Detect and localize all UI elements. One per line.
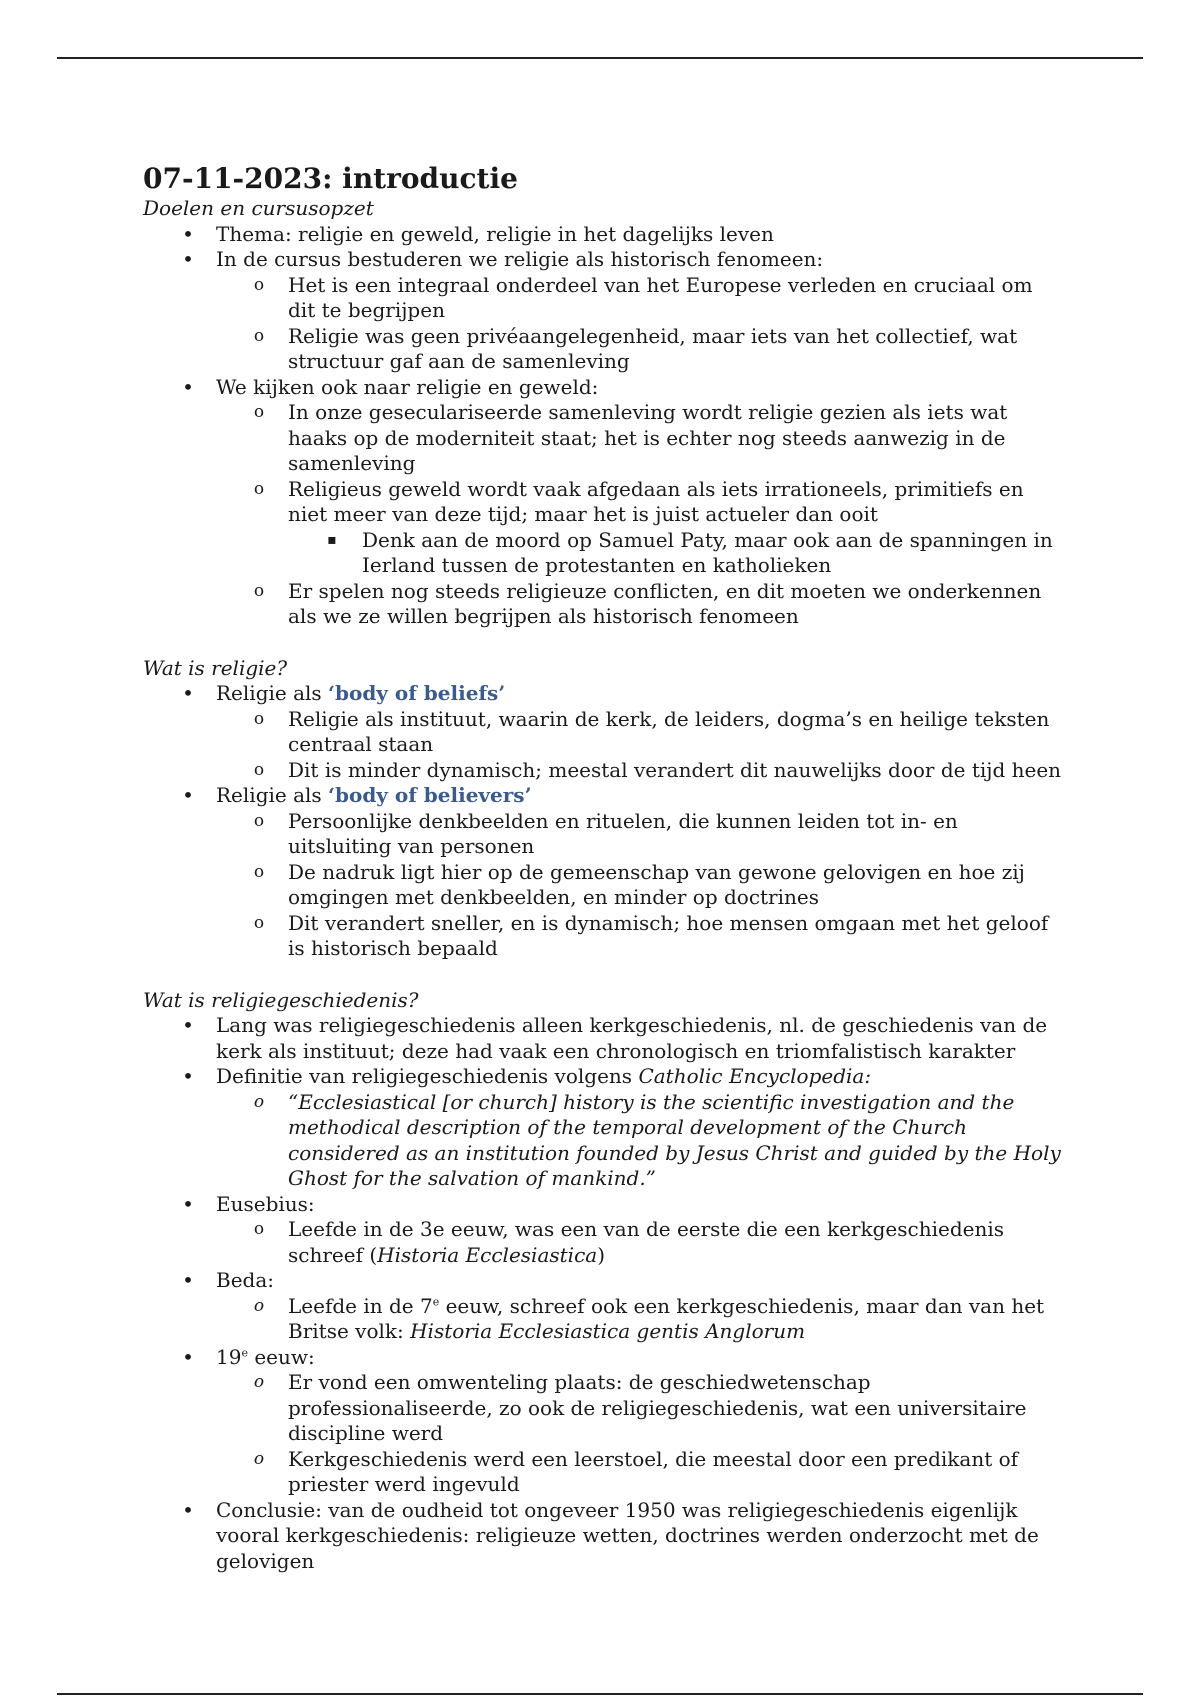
- list-item: o Het is een integraal onderdeel van het Europese verleden en cruciaal om dit te begrijpen: [253, 272, 1033, 322]
- bullet-icon: •: [182, 374, 194, 399]
- list-item: o Dit verandert sneller, en is dynamisch; hoe mensen omgaan met het geloof is historisch bepaald: [253, 910, 1049, 960]
- bullet-icon: •: [182, 247, 194, 271]
- list-item: o Religie was geen privéaangelegenheid, maar iets van het collectief, wat structuur gaf aan de samenleving: [253, 323, 1018, 373]
- list-item: o Religie als instituut, waarin de kerk, de leiders, dogma’s en heilige teksten centraal staan: [253, 706, 1050, 756]
- section-heading-geschiedenis: Wat is religiegeschiedenis?: [143, 987, 419, 1012]
- bullet-icon: •: [182, 1497, 194, 1522]
- circle-bullet-icon: o: [253, 478, 265, 499]
- quote: “Ecclesiastical [or church] history is the scientific investigation and the methodical description of the temporal development of the Church considered as an institution founded by Jesus Christ and guided by the Holy Ghost for the salvation of mankind.”: [288, 1089, 1061, 1190]
- bullet-icon: •: [182, 1268, 194, 1292]
- circle-bullet-icon: o: [253, 1448, 265, 1469]
- bullet-icon: •: [182, 221, 194, 246]
- list-item: o Religieus geweld wordt vaak afgedaan als iets irrationeels, primitiefs en niet meer van deze tijd; maar het is juist actueler dan ooit ▪ Denk aan de moord op Samuel Paty, maar ook aan de spanningen in Ierland tussen de protestanten en katholieken: [216, 477, 1063, 579]
- circle-bullet-icon: o: [253, 1372, 265, 1392]
- top-rule: [57, 57, 1143, 59]
- list-item: o Leefde in de 3e eeuw, was een van de eerste die een kerkgeschiedenis schreef (Historia Ecclesiastica): [253, 1217, 1005, 1267]
- term-body-of-beliefs: ‘body of beliefs’: [328, 681, 506, 705]
- circle-bullet-icon: o: [253, 1091, 265, 1112]
- circle-bullet-icon: o: [253, 274, 265, 295]
- bullet-icon: •: [182, 1191, 194, 1216]
- list-item: • 19e eeuw: o Er vond een omwenteling plaats: de geschiedwetenschap professionaliseerde, zo ook de religiegeschiedenis, wat een universitaire discipline werd o Kerkgeschiedenis werd een leerstoel, die meestal door een predikant of priester werd ingevuld: [143, 1345, 1063, 1498]
- list-item: • Religie als ‘body of believers’ o Persoonlijke denkbeelden en rituelen, die kunnen leiden tot in- en uitsluiting van personen o De nadruk ligt hier op de gemeenschap van gewone gelovigen en hoe zij omgingen met denkbeelden, en minder op doctrines o Dit verandert sneller, en is dynamisch; hoe mensen omgaan met het geloof is historisch bepaald: [143, 783, 1063, 962]
- section-heading-religie: Wat is religie?: [143, 655, 288, 680]
- list-item: • Definitie van religiegeschiedenis volgens Catholic Encyclopedia: o “Ecclesiastical [or church] history is the scientific investigation and the methodical description of the temporal development of the Church considered as an institution founded by Jesus Christ and guided by the Holy Ghost for the salvation of mankind.”: [143, 1064, 1063, 1192]
- list-item: o De nadruk ligt hier op de gemeenschap van gewone gelovigen en hoe zij omgingen met denkbeelden, en minder op doctrines: [253, 859, 1025, 909]
- bottom-rule: [57, 1693, 1143, 1695]
- circle-bullet-icon: o: [253, 325, 265, 346]
- list-item: o Leefde in de 7e eeuw, schreef ook een kerkgeschiedenis, maar dan van het Britse volk: Historia Ecclesiastica gentis Anglorum: [253, 1293, 1045, 1343]
- list-item: • We kijken ook naar religie en geweld: o In onze geseculariseerde samenleving wordt religie gezien als iets wat haaks op de moderniteit staat; het is echter nog steeds aanwezig in de samenleving o Religieus geweld wordt vaak afgedaan als iets irrationeels, primitiefs en niet meer van deze tijd; maar het is juist actueler dan ooit ▪ Denk aan de moord op Samuel Paty, maar ook aan de spanningen in Ierland tussen de protestanten en katholieken o Er spelen nog steeds religieuze conflicten, en dit moeten we onderkennen als we ze willen begrijpen als historisch fenomeen: [143, 375, 1063, 630]
- list-item: o Er spelen nog steeds religieuze conflicten, en dit moeten we onderkennen als we ze willen begrijpen als historisch fenomeen: [253, 578, 1042, 628]
- bullet-icon: •: [182, 681, 194, 705]
- list-geschiedenis: [143, 1013, 1063, 1574]
- list-item: • Thema: religie en geweld, religie in het dagelijks leven: [182, 221, 774, 246]
- list-item: o In onze geseculariseerde samenleving wordt religie gezien als iets wat haaks op de moderniteit staat; het is echter nog steeds aanwezig in de samenleving: [253, 400, 1008, 475]
- section-heading-doelen: Doelen en cursusopzet: [143, 196, 374, 220]
- bullet-icon: •: [182, 1064, 194, 1088]
- circle-bullet-icon: o: [253, 810, 265, 831]
- list-item: [216, 1090, 1063, 1192]
- list-doelen: [143, 222, 1063, 630]
- list-item: o Kerkgeschiedenis werd een leerstoel, die meestal door een predikant of priester werd ingevuld: [253, 1446, 1019, 1496]
- document-body: [143, 162, 1063, 1574]
- circle-bullet-icon: o: [253, 861, 265, 882]
- circle-bullet-icon: o: [253, 1295, 265, 1316]
- circle-bullet-icon: o: [253, 1219, 265, 1239]
- list-item: • Religie als ‘body of beliefs’ o Religie als instituut, waarin de kerk, de leiders, dogma’s en heilige teksten centraal staan o Dit is minder dynamisch; meestal verandert dit nauwelijks door de tijd heen: [182, 681, 1062, 782]
- circle-bullet-icon: o: [253, 580, 265, 601]
- circle-bullet-icon: o: [253, 708, 265, 729]
- list-item: o Dit is minder dynamisch; meestal verandert dit nauwelijks door de tijd heen: [253, 757, 1062, 782]
- list-item: o Er vond een omwenteling plaats: de geschiedwetenschap professionaliseerde, zo ook de religiegeschiedenis, wat een universitaire discipline werd: [253, 1370, 1027, 1445]
- list-item: • Lang was religiegeschiedenis alleen kerkgeschiedenis, nl. de geschiedenis van de kerk als instituut; deze had vaak een chronologisch en triomfalistisch karakter: [182, 1013, 1048, 1063]
- bullet-icon: •: [182, 1013, 194, 1037]
- list-item: o Persoonlijke denkbeelden en rituelen, die kunnen leiden tot in- en uitsluiting van personen: [253, 808, 958, 858]
- circle-bullet-icon: o: [253, 912, 265, 933]
- list-item: • Eusebius: o Leefde in de 3e eeuw, was een van de eerste die een kerkgeschiedenis schreef (Historia Ecclesiastica): [143, 1192, 1063, 1269]
- bullet-icon: •: [182, 1344, 194, 1369]
- square-bullet-icon: ▪: [327, 531, 337, 548]
- list-item: • Beda: o Leefde in de 7e eeuw, schreef ook een kerkgeschiedenis, maar dan van het Britse volk: Historia Ecclesiastica gentis Anglorum: [143, 1268, 1063, 1345]
- list-item: • Conclusie: van de oudheid tot ongeveer 1950 was religiegeschiedenis eigenlijk vooral kerkgeschiedenis: religieuze wetten, doctrines werden onderzocht met de gelovigen: [182, 1497, 1039, 1573]
- list-item: ▪ Denk aan de moord op Samuel Paty, maar ook aan de spanningen in Ierland tussen de protestanten en katholieken: [327, 527, 1053, 577]
- bullet-icon: •: [182, 783, 194, 807]
- circle-bullet-icon: o: [253, 402, 265, 422]
- term-body-of-believers: ‘body of believers’: [328, 783, 532, 807]
- list-item: • In de cursus bestuderen we religie als historisch fenomeen: o Het is een integraal onderdeel van het Europese verleden en cruciaal om dit te begrijpen o Religie was geen privéaangelegenheid, maar iets van het collectief, wat structuur gaf aan de samenleving: [143, 247, 1063, 375]
- page-title: 07-11-2023: introductie: [143, 162, 518, 195]
- list-religie: [143, 681, 1063, 962]
- circle-bullet-icon: o: [253, 759, 265, 780]
